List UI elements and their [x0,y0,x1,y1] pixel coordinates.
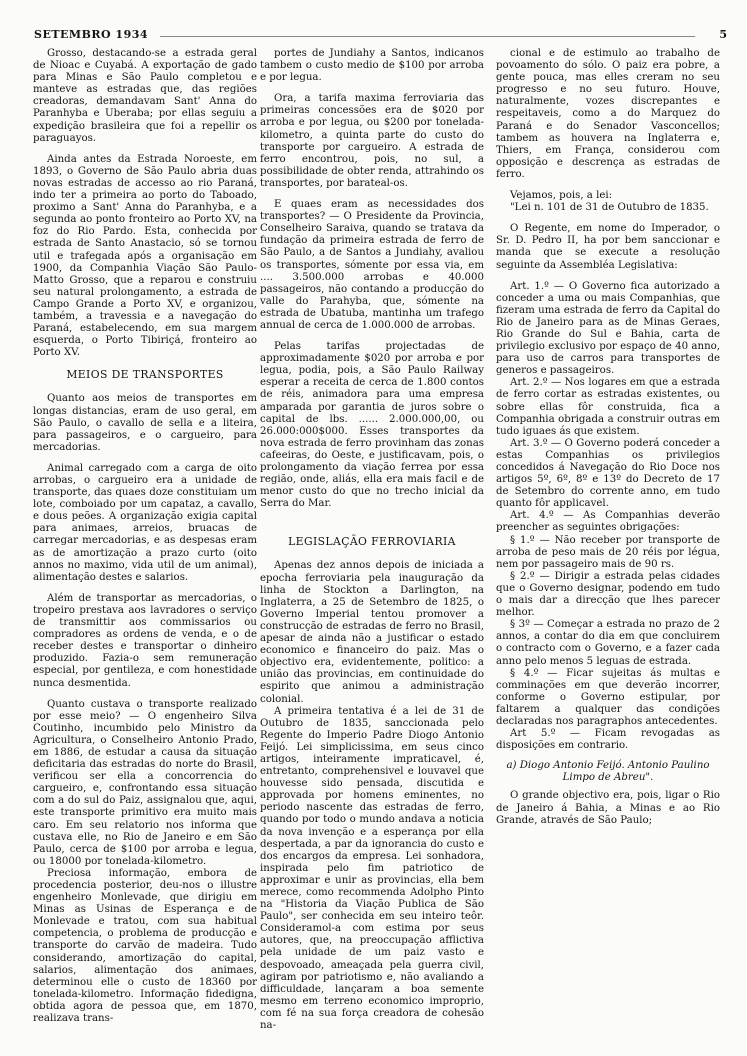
law-preamble: O Regente, em nome do Imperador, o Sr. D. Pedro II, ha por bem sanccionar e manda que se execute a resolução seguinte da Assembléa Legislativa: [496,223,720,271]
paragraph: Apenas dez annos depois de iniciada a epocha ferroviaria pela inauguração da linha de Stockton a Darlington, na Inglaterra, a 25 de Setembro de 1825, o Governo Imperial tentou promover a construcção de estradas de ferro no Brasil, apesar de ainda não a justificar o estado economico e financeiro do paiz. Mas o objectivo era, evidentemente, politico: a união das provincias, em continuidade do espirito que animou a administração colonial. [260,560,484,705]
law-signature: a) Diogo Antonio Feijó. Antonio Paulino Limpo de Abreu". [506,760,710,784]
paragraph: Quanto aos meios de transportes em longas distancias, eram de uso geral, em São Paulo, o cavallo de sella e a liteira, para passageiros, e o cargueiro, para mercadorias. [33,393,257,453]
paragraph: cional e de estimulo ao trabalho de povoamento do sólo. O paiz era pobre, a gente pouca, mas elles creram no seu progresso e no seu futuro. Houve, naturalmente, vozes discrepantes e respeitaveis, como a do Marquez do Paraná e do Senador Vasconcellos; tambem as houvera na Inglaterra e, Thiers, em França, considerou com opposição e descrença as estradas de ferro. [496,48,720,180]
law-paragraph-1: § 1.º — Não receber por transporte de arroba de peso mais de 20 réis por légua, nem por passageiro mais de 90 rs. [496,534,720,570]
issue-date: SETEMBRO 1934 [34,28,149,41]
law-paragraph-2: § 2.º — Dirigir a estrada pelas cidades que o Governo designar, podendo em tudo o mais dar a direcção que lhes parecer melhor. [496,570,720,619]
paragraph: Animal carregado com a carga de oito arrobas, o cargueiro era a unidade de transporte, das quaes doze constituiam um lote, comboiado por um capataz, a cavallo, e dous peões. A organização exigia capital para animaes, arreios, bruacas de carregar mercadorias, e as despesas eram as de amortização a prazo curto (oito annos no maximo, vida util de um animal), alimentação destes e salarios. [33,462,257,583]
paragraph: Ainda antes da Estrada Noroeste, em 1893, o Governo de São Paulo abria duas novas estradas de accesso ao rio Paraná, indo ter a primeira ao porto do Taboado, proximo a Sant' Anna do Paranhyba, e a segunda ao ponto fronteiro ao Porto XV, na foz do Rio Pardo. Esta, conhecida por estrada de Santo Anastacio, só se tornou util e trafegada após a organisação em 1900, da Companhia Viação São Paulo-Matto Grosso, que a reparou e construiu seu natural prolongamento, a estrada de Campo Grande a Porto XV, e organizou, também, a travessia e a navegação do Paraná, estabelecendo, em sua margem esquerda, o Porto Tibiriçá, fronteiro ao Porto XV. [33,153,257,359]
column-2 [260,48,484,1032]
paragraph: E quaes eram as necessidades dos transportes? — O Presidente da Provincia, Conselheiro Saraiva, quando se tratava da fundação da primeira estrada de ferro de São Paulo, a de Santos a Jundiahy, avaliou os transportes, sómente por essa via, em .... 3.500.000 arrobas e 40.000 passageiros, não contando a producção do valle do Parahyba, que, sómente na estrada de Ubatuba, mantinha um trafego annual de cerca de 1.000.000 de arrobas. [260,199,484,331]
paragraph: Preciosa informação, embora de procedencia posterior, deu-nos o illustre engenheiro Monlevade, que dirigiu em Minas as Usinas de Esperança e de Monlevade e tratou, com sua habitual competencia, o problema de producção e transporte do carvão de madeira. Tudo considerando, amortização do capital, salarios, alimentação dos animaes, determinou elle o custo de 18360 por tonelada-kilometro. Informação fidedigna, obtida agora de pessoa que, em 1870, realizava trans- [33,867,257,1025]
paragraph: Grosso, destacando-se a estrada geral de Nioac e Cuyabá. A exportação de gado para Minas e São Paulo completou e manteve as estradas que, das regiões creadoras, demandavam Sant' Anna do Paranhyba e Uberaba; por ellas seguiu a expedição brasileira que foi a repellir os paraguayos. [33,48,257,144]
paragraph: Quanto custava o transporte realizado por esse meio? — O engenheiro Silva Coutinho, incumbido pelo Ministro da Agricultura, o Conselheiro Antonio Prado, em 1886, de estudar a causa da situação deficitaria das estradas do norte do Brasil, verificou ser ella a concorrencia do cargueiro, e, confrontando essa situação com a do sul do Paiz, assignalou que, aqui, este transporte primitivo era muito mais caro. Em seu relatorio nos informa que custava elle, no Rio de Janeiro e em São Paulo, cerca de $100 por arroba e legua, ou 18000 por tonelada-kilometro. [33,698,257,867]
law-article-1: Art. 1.º — O Governo fica autorizado a conceder a uma ou mais Companhias, que fizeram uma estrada de ferro da Capital do Rio de Janeiro para as de Minas Geraes, Rio Grande do Sul e Bahia, carta de privilegio exclusivo por espaço de 40 anno, para uso de carros para transportes de generos e passageiros. [496,280,720,377]
law-paragraph-4: § 4.º — Ficar sujeitas ás multas e comminações em que deverão incorrer, conforme o Governo estipular, por faltarem a qualquer das condições declaradas nos paragraphos antecedentes. [496,667,720,727]
section-title-meios-de-transportes: MEIOS DE TRANSPORTES [66,368,224,382]
column-1 [33,48,257,1025]
page-header [20,24,735,46]
law-title: "Lei n. 101 de 31 de Outubro de 1835. [510,202,709,214]
paragraph: Vejamos, pois, a lei: [510,190,613,202]
paragraph: portes de Jundiahy a Santos, indicanos tambem o custo medio de $100 por arroba e por legua. [260,48,484,84]
section-title-legislacao-ferroviaria: LEGISLAÇÃO FERROVIARIA [288,535,456,549]
page-number: 5 [719,28,727,41]
law-article-2: Art. 2.º — Nos logares em que a estrada de ferro cortar as estradas existentes, ou sobre ellas fôr construida, fica a Companhia obrigada a construir outras em tudo iguaes ás que existem. [496,377,720,437]
paragraph: Pelas tarifas projectadas de approximadamente $020 por arroba e por legua, podia, pois, a São Paulo Railway esperar a receita de cerca de 1.800 contos de réis, animadora para uma empresa amparada por garantia de juros sobre o capital de lbs. ...... 2.000.000,00, ou 26.000:000$000. Esses transportes da nova estrada de ferro provinham das zonas cafeeiras, do Oeste, e justificavam, pois, o prolongamento da viação ferrea por essa região, onde, aliás, ella era mais facil e de menor custo do que no trecho inicial da Serra do Mar. [260,341,484,510]
column-3 [496,48,720,827]
paragraph: A primeira tentativa é a lei de 31 de Outubro de 1835, sanccionada pelo Regente do Imperio Padre Diogo Antonio Feijó. Lei simplicissima, em seus cinco artigos, inteiramente impraticavel, é, entretanto, comprehensivel e louvavel que houvesse sido pensada, discutida e approvada por homens eminentes, no periodo nascente das estradas de ferro, quando por todo o mundo andava a noticia da nova invenção e a esperança por ella despertada, a par da ignorancia do custo e dos encargos da empresa. Lei sonhadora, inspirada pelo fim patriotico de approximar e unir as provincias, ella bem merece, como recommenda Adolpho Pinto na "Historia da Viação Publica de São Paulo", ser conhecida em seu inteiro teôr. Consideramol-a com estima por seus autores, que, na preoccupação afflictiva pela unidade de um paiz vasto e despovoado, ameaçada pela guerra civil, agiram por patriotismo e, não avaliando a difficuldade, lançaram a boa semente mesmo em terreno economico improprio, com fé na sua força creadora de cohesão na- [260,705,484,1032]
law-article-5: Art 5.º — Ficam revogadas as disposições em contrario. [496,728,720,752]
paragraph: O grande objectivo era, pois, ligar o Rio de Janeiro á Bahia, a Minas e ao Rio Grande, através de São Paulo; [496,790,720,826]
law-paragraph-3: § 3º — Começar a estrada no prazo de 2 annos, a contar do dia em que concluirem o contracto com o Governo, e a fazer cada anno pelo menos 5 leguas de estrada. [496,619,720,667]
paragraph: Ora, a tarifa maxima ferroviaria das primeiras concessões era de $020 por arroba e por legua, ou $200 por tonelada-kilometro, a quinta parte do custo do transporte por cargueiro. A estrada de ferro encontrou, pois, no sul, a possibilidade de obter renda, attrahindo os transportes, por barateal-os. [260,93,484,189]
header-rule [160,36,695,37]
law-article-4: Art. 4.º — As Companhias deverão preencher as seguintes obrigações: [496,510,720,534]
law-article-3: Art. 3.º — O Governo poderá conceder a estas Companhias os privilegios concedidos á Navegação do Rio Doce nos artigos 5º, 6º, 8º e 13º do Decreto de 17 de Setembro do corrente anno, em tudo quanto fôr applicavel. [496,437,720,510]
paragraph: Além de transportar as mercadorias, o tropeiro prestava aos lavradores o serviço de transmittir aos commissarios ou compradores as ordens de venda, e o de receber destes e transportar o dinheiro produzido. Fazia-o sem remuneração especial, por gentileza, e com honestidade nunca desmentida. [33,592,257,689]
